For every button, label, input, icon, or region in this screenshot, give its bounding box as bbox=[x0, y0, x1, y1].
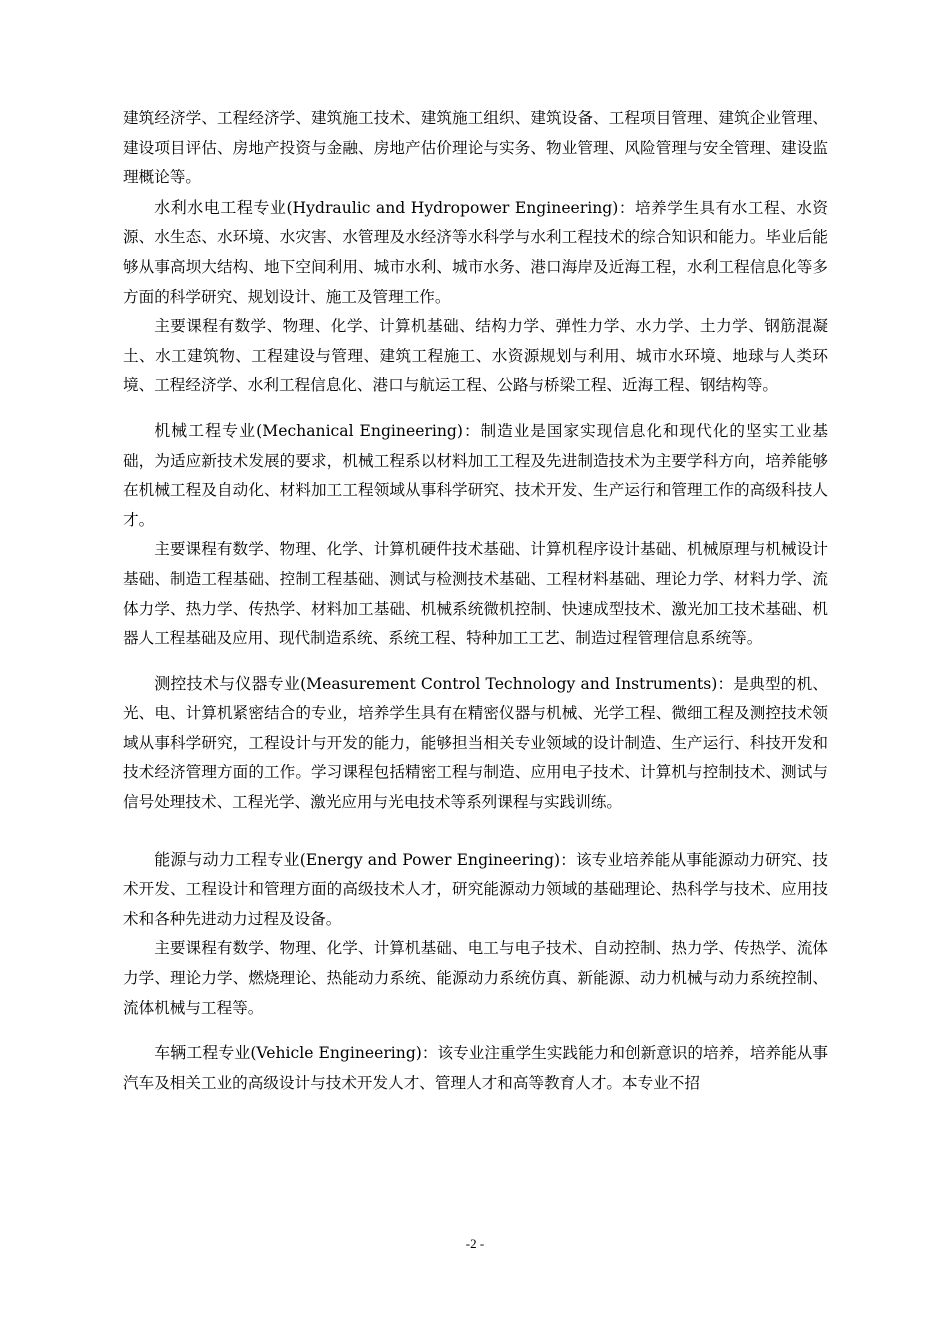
paragraph-text: (Hydraulic and Hydropower Engineering)：培养学生具有水工程、水资源、水生态、水环境、水灾害、水管理及水经济等水科学与水利工程技术的综合知识和能力。毕业后能够从事高坝大结构、地下空间利用、城市水利、城市水务、港口海岸及近海工程，水利工程信息化等多方面的科学研究、规划设计、施工及管理工作。 bbox=[123, 198, 828, 306]
paragraph-text: (Measurement Control Technology and Instruments)：是典型的机、光、电、计算机紧密结合的专业，培养学生具有在精密仪器与机械、光学工程、微细工程及测控技术领域从事科学研究，工程设计与开发的能力，能够担当相关专业领域的设计制造、生产运行、科技开发和技术经济管理方面的工作。学习课程包括精密工程与制造、应用电子技术、计算机与控制技术、测试与信号处理技术、工程光学、激光应用与光电技术等系列课程与实践训练。 bbox=[123, 674, 828, 812]
paragraph-energy-major bbox=[123, 845, 828, 935]
paragraph-text: 主要课程有数学、物理、化学、计算机基础、电工与电子技术、自动控制、热力学、传热学、流体力学、理论力学、燃烧理论、热能动力系统、能源动力系统仿真、新能源、动力机械与动力系统控制、流体机械与工程等。 bbox=[123, 939, 828, 1017]
paragraph-civil-courses-continued bbox=[123, 104, 828, 193]
paragraph-measurement-major bbox=[123, 669, 828, 818]
paragraph-text: 主要课程有数学、物理、化学、计算机硬件技术基础、计算机程序设计基础、机械原理与机械设计基础、制造工程基础、控制工程基础、测试与检测技术基础、工程材料基础、理论力学、材料力学、流体力学、热力学、传热学、材料加工基础、机械系统微机控制、快速成型技术、激光加工技术基础、机器人工程基础及应用、现代制造系统、系统工程、特种加工工艺、制造过程管理信息系统等。 bbox=[123, 540, 828, 648]
paragraph-text: 主要课程有数学、物理、化学、计算机基础、结构力学、弹性力学、水力学、土力学、钢筋混凝土、水工建筑物、工程建设与管理、建筑工程施工、水资源规划与利用、城市水环境、地球与人类环境、工程经济学、水利工程信息化、港口与航运工程、公路与桥梁工程、近海工程、钢结构等。 bbox=[123, 317, 828, 395]
paragraph-text: (Vehicle Engineering)：该专业注重学生实践能力和创新意识的培养，培养能从事汽车及相关工业的高级设计与技术开发人才、管理人才和高等教育人才。本专业不招 bbox=[123, 1044, 828, 1092]
paragraph-text: 建筑经济学、工程经济学、建筑施工技术、建筑施工组织、建筑设备、工程项目管理、建筑企业管理、建设项目评估、房地产投资与金融、房地产估价理论与实务、物业管理、风险管理与安全管理、建设监理概论等。 bbox=[123, 109, 828, 187]
major-name: 水利水电工程专业 bbox=[154, 197, 287, 217]
major-name: 能源与动力工程专业 bbox=[154, 849, 300, 869]
paragraph-hydraulic-major bbox=[123, 193, 828, 312]
major-name: 车辆工程专业 bbox=[154, 1043, 251, 1063]
paragraph-energy-courses bbox=[123, 934, 828, 1023]
paragraph-mechanical-courses bbox=[123, 535, 828, 653]
major-name: 测控技术与仪器专业 bbox=[154, 673, 301, 693]
paragraph-text: (Energy and Power Engineering)：该专业培养能从事能源动力研究、技术开发、工程设计和管理方面的高级技术人才，研究能源动力领域的基础理论、热科学与技术、应用技术和各种先进动力过程及设备。 bbox=[123, 850, 828, 928]
document-body bbox=[123, 104, 828, 1098]
page-number: -2 - bbox=[465, 1236, 485, 1251]
major-name: 机械工程专业 bbox=[154, 420, 257, 440]
paragraph-mechanical-major bbox=[123, 416, 828, 535]
paragraph-vehicle-major bbox=[123, 1038, 828, 1098]
paragraph-text: (Mechanical Engineering)：制造业是国家实现信息化和现代化的坚实工业基础，为适应新技术发展的要求，机械工程系以材料加工工程及先进制造技术为主要学科方向，培养能够在机械工程及自动化、材料加工工程领域从事科学研究、技术开发、生产运行和管理工作的高级科技人才。 bbox=[123, 421, 828, 529]
paragraph-hydraulic-courses bbox=[123, 312, 828, 401]
